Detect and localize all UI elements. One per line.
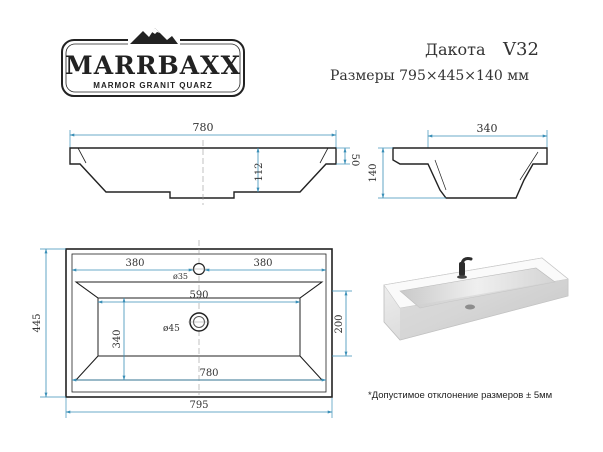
front-view [70,121,360,205]
top-right-half-label: 380 [253,258,273,269]
side-height-label: 140 [368,163,379,183]
inner-width-label: 780 [199,368,219,379]
top-view [32,240,352,418]
front-height-label: 50 [349,153,360,167]
brand-tagline: MARMOR GRANIT QUARZ [93,81,213,90]
tolerance-note: *Допустимое отклонение размеров ± 5мм [368,390,553,401]
model-code: V32 [503,39,539,60]
drain-hole-label: ø45 [163,324,180,334]
product-title [330,39,539,84]
side-profile-outline [393,148,547,198]
front-depth-label: 112 [254,162,265,182]
size-label: Размеры 795×445×140 мм [330,68,529,84]
bowl-depth-label: 340 [112,329,123,349]
front-width-label: 780 [192,121,214,134]
sink-render [384,258,568,340]
outer-depth-label: 445 [32,313,43,333]
top-left-half-label: 380 [125,258,145,269]
side-width-label: 340 [476,122,498,135]
bowl-width-label: 590 [189,290,209,301]
brand-name: MARRBAXX [65,51,241,80]
right-depth-label: 200 [334,314,345,334]
outer-width-label: 795 [189,400,209,411]
model-prefix: Дакота [425,40,486,59]
sink-render-drain [465,305,475,310]
side-view [368,122,547,198]
brand-logo [62,28,244,96]
tap-hole-label: ø35 [173,272,188,281]
